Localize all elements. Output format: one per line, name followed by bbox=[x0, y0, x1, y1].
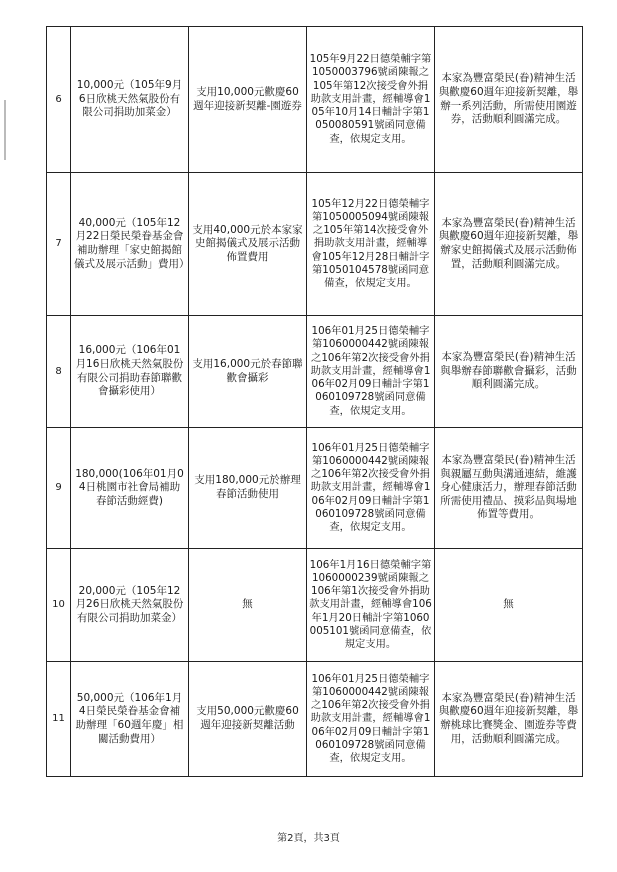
donation-amount-cell: 20,000元（105年12月26日欣桃天然氣股份有限公司捐助加菜金） bbox=[71, 549, 189, 662]
row-number: 10 bbox=[47, 549, 71, 662]
review-cell: 105年9月22日德榮輔字第1050003796號函陳報之105年第12次接受會外捐助款支用計畫，經輔導會105年10月14日輔計字第1050080591號函同意備查，依規定支用。 bbox=[307, 27, 435, 173]
review-cell: 106年1月16日德榮輔字第1060000239號函陳報之106年第1次接受會外捐助款支用計畫，經輔導會106年1月20日輔計字第1060005101號函同意備查，依規定支用。 bbox=[307, 549, 435, 662]
table-row bbox=[47, 173, 583, 316]
donation-usage-table bbox=[46, 26, 583, 777]
table-row bbox=[47, 428, 583, 549]
effect-cell: 本家為豐富榮民(眷)精神生活與親屬互動與溝通連結，維護身心健康活力，辦理春節活動所需使用禮品、摸彩品與場地佈置等費用。 bbox=[435, 428, 583, 549]
donation-amount-cell: 180,000(106年01月04日桃園市社會局補助春節活動經費) bbox=[71, 428, 189, 549]
table-row bbox=[47, 27, 583, 173]
donation-amount-cell: 50,000元（106年1月4日榮民榮眷基金會補助辦理「60週年慶」相關活動費用） bbox=[71, 662, 189, 777]
review-cell: 105年12月22日德榮輔字第1050005094號函陳報之105年第14次接受會外捐助款支用計畫，經輔導會105年12月28日輔計字第1050104578號函同意備查，依規定支用。 bbox=[307, 173, 435, 316]
row-number: 9 bbox=[47, 428, 71, 549]
donation-amount-cell: 10,000元（105年9月6日欣桃天然氣股份有限公司捐助加菜金） bbox=[71, 27, 189, 173]
review-cell: 106年01月25日德榮輔字第1060000442號函陳報之106年第2次接受會外捐助款支用計畫，經輔導會106年02月09日輔計字第1060109728號函同意備查，依規定支用。 bbox=[307, 662, 435, 777]
effect-cell: 本家為豐富榮民(眷)精神生活與歡慶60週年迎接新契離，舉辦一系列活動，所需使用園遊券，活動順利圓滿完成。 bbox=[435, 27, 583, 173]
usage-cell: 無 bbox=[189, 549, 307, 662]
review-cell: 106年01月25日德榮輔字第1060000442號函陳報之106年第2次接受會外捐助款支用計畫，經輔導會106年02月09日輔計字第1060109728號函同意備查，依規定支用。 bbox=[307, 428, 435, 549]
row-number: 7 bbox=[47, 173, 71, 316]
effect-cell: 本家為豐富榮民(眷)精神生活與舉辦春節聯歡會攝彩，活動順利圓滿完成。 bbox=[435, 316, 583, 428]
usage-cell: 支用50,000元歡慶60週年迎接新契離活動 bbox=[189, 662, 307, 777]
effect-cell: 本家為豐富榮民(眷)精神生活與歡慶60週年迎接新契離，舉辦桃球比賽獎金、園遊券等費用，活動順利圓滿完成。 bbox=[435, 662, 583, 777]
table-row bbox=[47, 549, 583, 662]
effect-cell: 本家為豐富榮民(眷)精神生活與歡慶60週年迎接新契離，舉辦家史館揭儀式及展示活動佈置，活動順利圓滿完成。 bbox=[435, 173, 583, 316]
usage-cell: 支用16,000元於春節聯歡會攝彩 bbox=[189, 316, 307, 428]
usage-cell: 支用40,000元於本家家史館揭儀式及展示活動佈置費用 bbox=[189, 173, 307, 316]
row-number: 11 bbox=[47, 662, 71, 777]
table-row bbox=[47, 316, 583, 428]
donation-amount-cell: 40,000元（105年12月22日榮民榮眷基金會補助辦理「家史館揭館儀式及展示活動」費用） bbox=[71, 173, 189, 316]
row-number: 6 bbox=[47, 27, 71, 173]
donation-amount-cell: 16,000元（106年01月16日欣桃天然氣股份有限公司捐助春節聯歡會攝彩使用） bbox=[71, 316, 189, 428]
page-number-footer: 第2頁，共3頁 bbox=[277, 833, 340, 844]
review-cell: 106年01月25日德榮輔字第1060000442號函陳報之106年第2次接受會外捐助款支用計畫，經輔導會106年02月09日輔計字第1060109728號函同意備查，依規定支用。 bbox=[307, 316, 435, 428]
row-number: 8 bbox=[47, 316, 71, 428]
usage-cell: 支用180,000元於辦理春節活動使用 bbox=[189, 428, 307, 549]
effect-cell: 無 bbox=[435, 549, 583, 662]
usage-cell: 支用10,000元歡慶60週年迎接新契離-園遊券 bbox=[189, 27, 307, 173]
scan-edge-mark bbox=[4, 100, 6, 160]
table-row bbox=[47, 662, 583, 777]
